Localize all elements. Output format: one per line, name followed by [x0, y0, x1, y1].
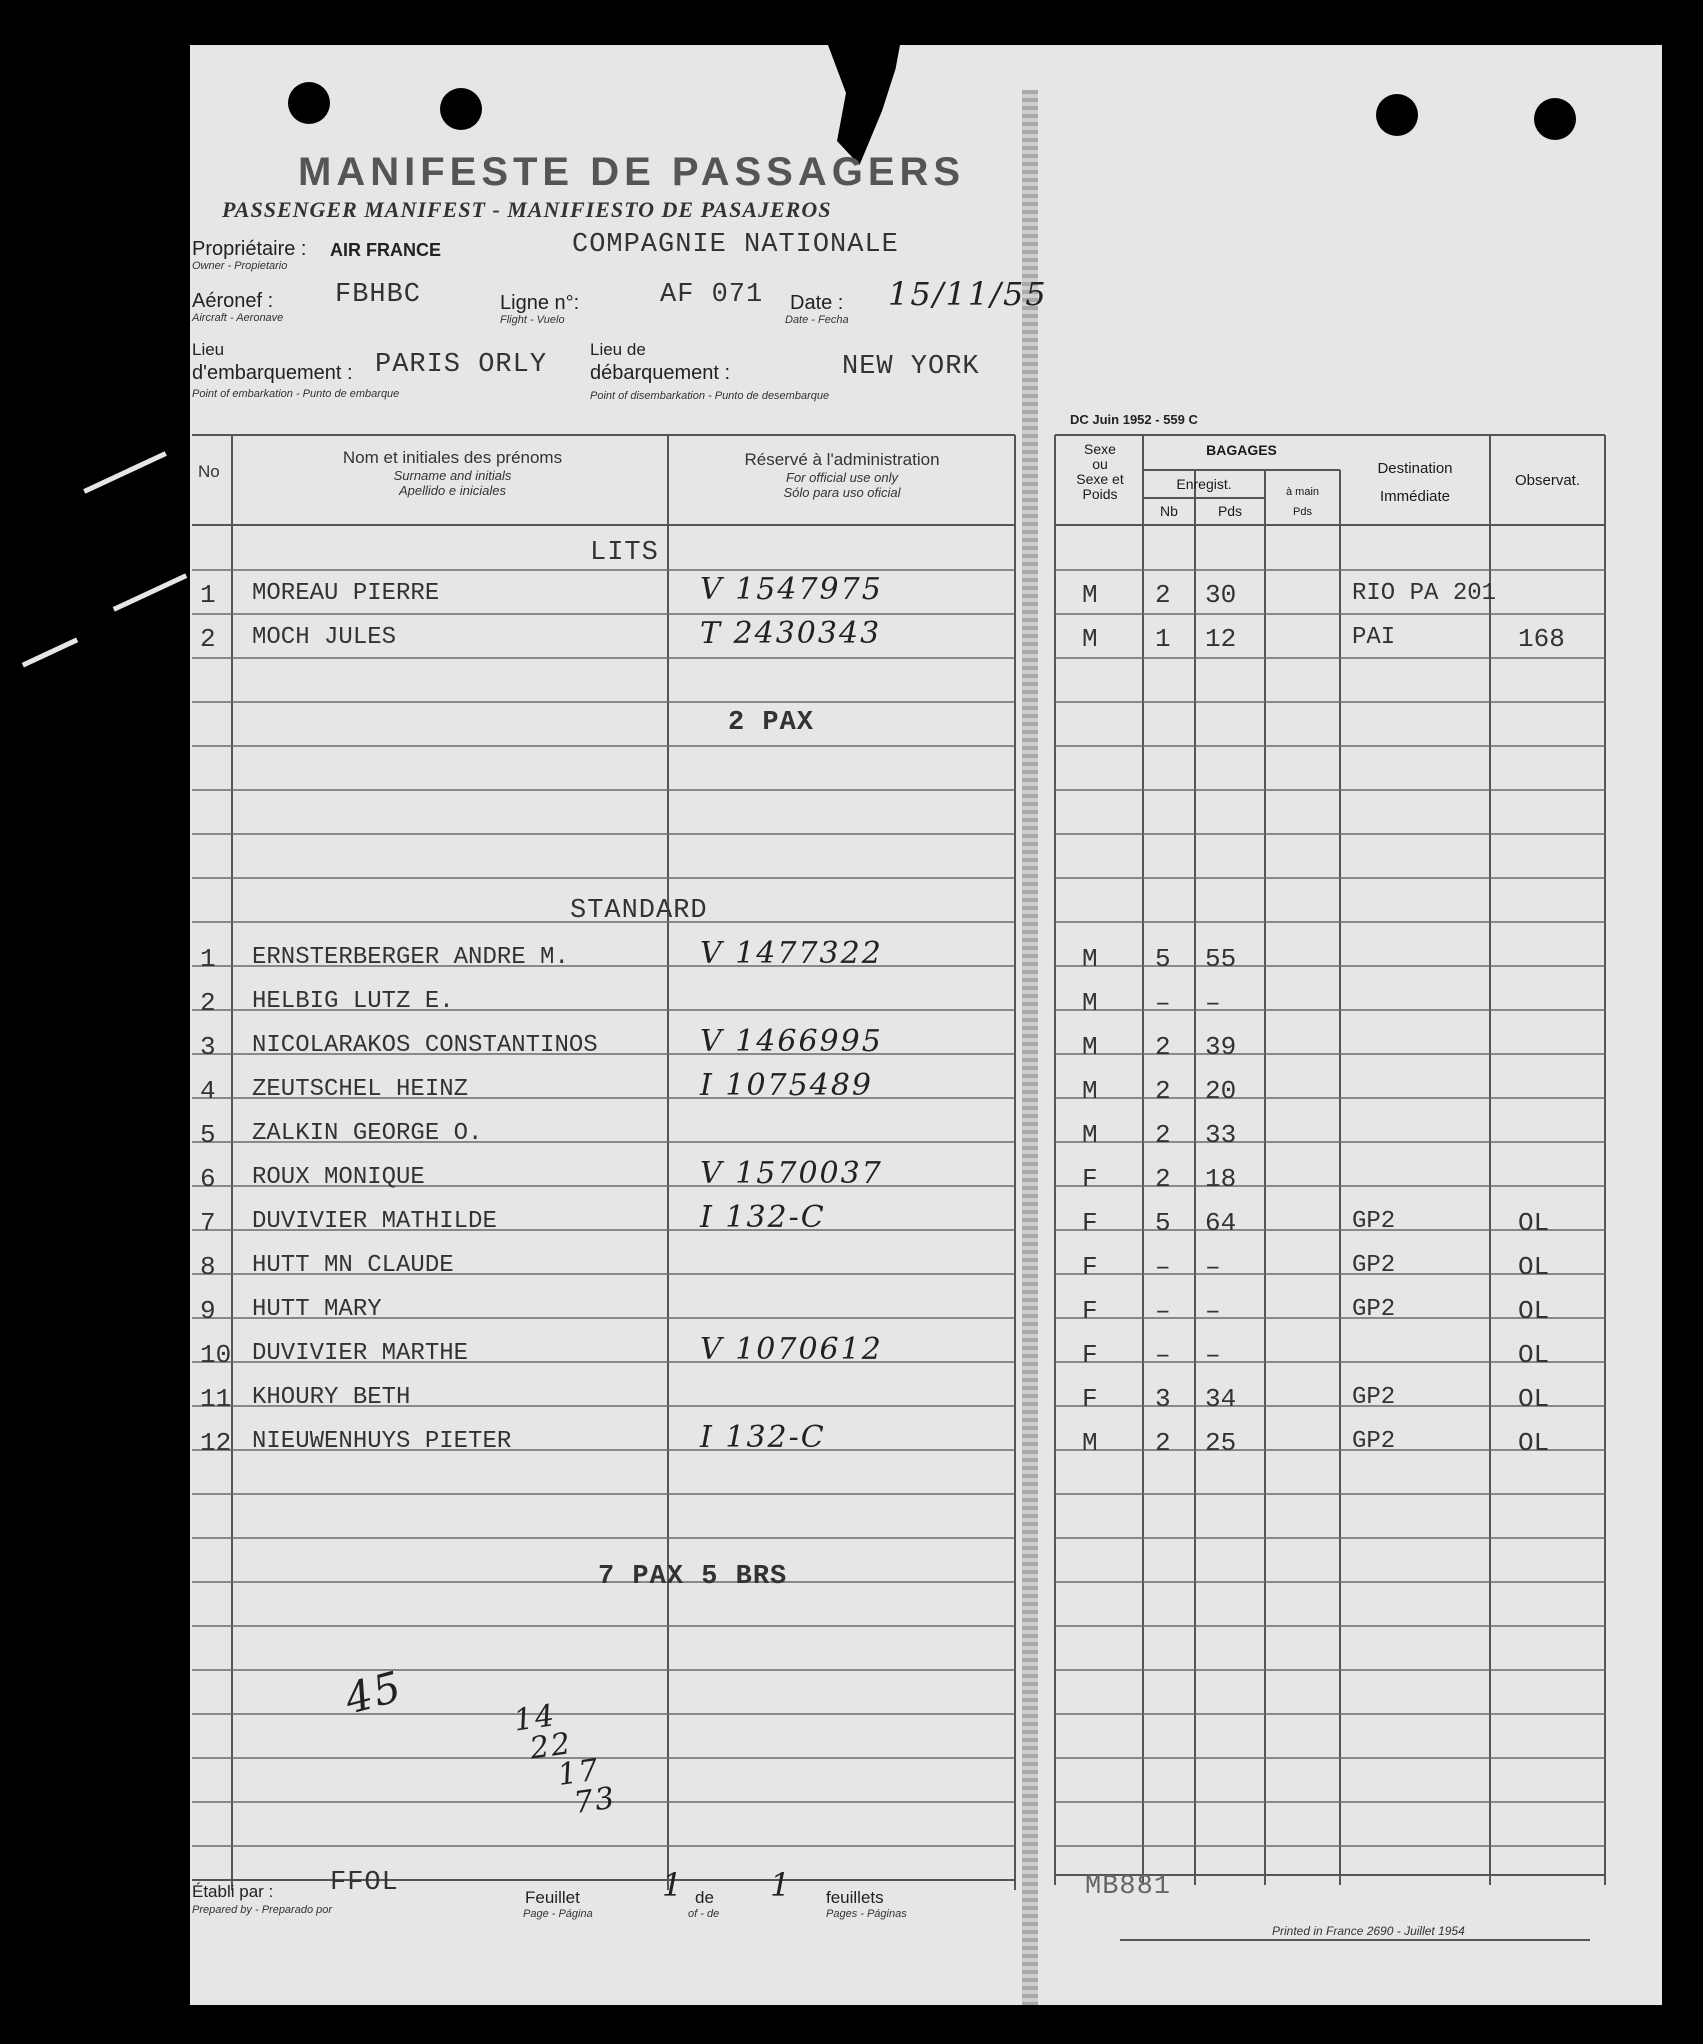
date-label-en: Date - Fecha [785, 314, 849, 326]
row-number: 11 [200, 1384, 232, 1414]
col-hand [1265, 482, 1340, 522]
observation: OL [1518, 1208, 1550, 1238]
col-name-en: Surname and initials [393, 468, 512, 483]
baggage-weight: 20 [1205, 1076, 1237, 1106]
passenger-sex: F [1082, 1208, 1098, 1238]
baggage-count: 5 [1155, 944, 1171, 974]
disembark-label-en: Point of disembarkation - Punto de desembarque [590, 390, 830, 402]
flight-value: AF 071 [660, 280, 764, 310]
col-sex-1: Sexe [1084, 441, 1116, 457]
baggage-count: 2 [1155, 1076, 1171, 1106]
disembark-label-2: débarquement : [590, 362, 731, 384]
baggage-count: 2 [1155, 1164, 1171, 1194]
passenger-sex: M [1082, 944, 1098, 974]
col-obs: Observat. [1514, 472, 1581, 489]
row-number: 7 [200, 1208, 216, 1238]
row-number: 8 [200, 1252, 216, 1282]
baggage-count: 3 [1155, 1384, 1171, 1414]
col-hand-2: Pds [1293, 506, 1312, 518]
manifest-subtitle: PASSENGER MANIFEST - MANIFIESTO DE PASAJEROS [222, 197, 832, 222]
date-label: Date : [790, 292, 844, 314]
admin-ref: V 1570037 [700, 1156, 883, 1191]
tally-line: 17 [555, 1752, 603, 1793]
flight-label: Ligne n°: [500, 292, 580, 314]
col-sex-2: ou [1092, 456, 1108, 472]
observation: 168 [1518, 624, 1565, 654]
sheet-label-en: Page - Página [523, 1908, 593, 1920]
baggage-weight: 64 [1205, 1208, 1237, 1238]
row-number: 4 [200, 1076, 216, 1106]
passenger-sex: M [1082, 1428, 1098, 1458]
passenger-sex: F [1082, 1252, 1098, 1282]
aircraft-label-en: Aircraft - Aeronave [192, 312, 284, 324]
observation: OL [1518, 1296, 1550, 1326]
col-hand-1: à main [1285, 486, 1320, 498]
passenger-name: NICOLARAKOS CONSTANTINOS [252, 1032, 598, 1059]
embark-label-en: Point of embarkation - Punto de embarque [192, 388, 400, 400]
col-name [240, 448, 665, 498]
col-registered: Enregist. [1176, 476, 1232, 492]
col-dest-2: Immédiate [1379, 488, 1451, 505]
baggage-weight: 33 [1205, 1120, 1237, 1150]
col-admin-fr: Réservé à l'administration [744, 450, 940, 469]
of-label: de [695, 1888, 714, 1907]
tally-note [512, 1694, 618, 1825]
note-45: 45 [339, 1661, 408, 1724]
embark-label-1: Lieu [192, 340, 225, 359]
date-value: 15/11/55 [888, 275, 1048, 313]
ref-code: MB881 [1085, 1872, 1172, 1902]
owner-value: AIR FRANCE [330, 240, 441, 260]
tally-line: 14 [511, 1698, 559, 1739]
col-admin-en: For official use only [786, 470, 898, 485]
destination: GP2 [1352, 1208, 1396, 1235]
passenger-sex: M [1082, 580, 1098, 610]
passenger-sex: M [1082, 1076, 1098, 1106]
row-number: 1 [200, 580, 216, 610]
prepared-value: FFOL [330, 1868, 399, 1898]
owner-extra: COMPAGNIE NATIONALE [572, 230, 899, 260]
printed-note: Printed in France 2690 - Juillet 1954 [1272, 1924, 1465, 1938]
passenger-sex: M [1082, 624, 1098, 654]
embark-value: PARIS ORLY [375, 350, 548, 380]
lits-label: LITS [590, 538, 659, 568]
owner-label: Propriétaire : [192, 238, 307, 260]
admin-ref: V 1466995 [700, 1024, 883, 1059]
owner-label-en: Owner - Propietario [192, 260, 288, 272]
baggage-count: – [1155, 1296, 1171, 1326]
embark-label-2: d'embarquement : [192, 362, 353, 384]
col-sex [1058, 442, 1142, 502]
row-number: 1 [200, 944, 216, 974]
baggage-count: 1 [1155, 624, 1171, 654]
observation: OL [1518, 1340, 1550, 1370]
flight-label-en: Flight - Vuelo [500, 314, 565, 326]
col-name-fr: Nom et initiales des prénoms [342, 448, 563, 467]
col-dest-1: Destination [1377, 460, 1453, 477]
sheet-label: Feuillet [525, 1888, 580, 1907]
standard-label: STANDARD [570, 896, 708, 926]
passenger-name: DUVIVIER MATHILDE [252, 1208, 497, 1235]
lits-total: 2 PAX [728, 708, 815, 738]
passenger-name: KHOURY BETH [252, 1384, 411, 1411]
admin-ref: V 1070612 [700, 1332, 883, 1367]
sheets-label: feuillets [826, 1888, 884, 1907]
baggage-weight: 30 [1205, 580, 1237, 610]
of-label-en: of - de [688, 1908, 720, 1920]
baggage-count: 2 [1155, 1032, 1171, 1062]
col-admin [672, 450, 1012, 500]
baggage-weight: 25 [1205, 1428, 1237, 1458]
col-name-es: Apellido e iniciales [399, 483, 506, 498]
destination: GP2 [1352, 1252, 1396, 1279]
observation: OL [1518, 1428, 1550, 1458]
passenger-name: HELBIG LUTZ E. [252, 988, 454, 1015]
admin-ref: V 1547975 [700, 572, 883, 607]
baggage-count: 2 [1155, 580, 1171, 610]
observation: OL [1518, 1252, 1550, 1282]
col-no: No [198, 462, 220, 481]
prepared-label: Établi par : [192, 1882, 274, 1901]
tally-line: 73 [571, 1780, 619, 1821]
sheets-label-en: Pages - Páginas [826, 1908, 907, 1920]
passenger-name: ERNSTERBERGER ANDRE M. [252, 944, 569, 971]
passenger-sex: F [1082, 1296, 1098, 1326]
observation: OL [1518, 1384, 1550, 1414]
passenger-sex: M [1082, 988, 1098, 1018]
baggage-weight: 39 [1205, 1032, 1237, 1062]
col-admin-es: Sólo para uso oficial [783, 485, 901, 500]
prepared-label-en: Prepared by - Preparado por [192, 1904, 333, 1916]
admin-ref: I 132-C [700, 1200, 826, 1235]
row-number: 6 [200, 1164, 216, 1194]
baggage-weight: – [1205, 1296, 1221, 1326]
baggage-weight: – [1205, 988, 1221, 1018]
disembark-label-1: Lieu de [590, 340, 646, 359]
baggage-count: 2 [1155, 1120, 1171, 1150]
manifest-title: MANIFESTE DE PASSAGERS [298, 150, 966, 194]
passenger-name: ZEUTSCHEL HEINZ [252, 1076, 469, 1103]
col-baggage: BAGAGES [1206, 442, 1277, 458]
passenger-name: NIEUWENHUYS PIETER [252, 1428, 512, 1455]
baggage-weight: 12 [1205, 624, 1237, 654]
col-sex-4: Poids [1082, 486, 1118, 502]
passenger-sex: F [1082, 1384, 1098, 1414]
passenger-sex: M [1082, 1120, 1098, 1150]
standard-total: 7 PAX 5 BRS [598, 1562, 788, 1592]
col-dest [1340, 455, 1490, 511]
passenger-name: DUVIVIER MARTHE [252, 1340, 469, 1367]
admin-ref: V 1477322 [700, 936, 883, 971]
admin-ref: T 2430343 [700, 616, 882, 651]
disembark-value: NEW YORK [842, 352, 980, 382]
baggage-weight: 34 [1205, 1384, 1237, 1414]
col-pds: Pds [1217, 503, 1243, 519]
row-number: 3 [200, 1032, 216, 1062]
passenger-sex: F [1082, 1164, 1098, 1194]
col-nb: Nb [1160, 503, 1178, 519]
tally-line: 22 [527, 1726, 575, 1767]
destination: GP2 [1352, 1296, 1396, 1323]
total-sheets-value: 1 [770, 1866, 793, 1904]
destination: RIO PA 201 [1352, 580, 1497, 607]
baggage-count: 5 [1155, 1208, 1171, 1238]
passenger-name: HUTT MN CLAUDE [252, 1252, 454, 1279]
passenger-name: MOREAU PIERRE [252, 580, 440, 607]
aircraft-value: FBHBC [335, 280, 422, 310]
row-number: 2 [200, 624, 216, 654]
passenger-name: ROUX MONIQUE [252, 1164, 425, 1191]
passenger-name: ZALKIN GEORGE O. [252, 1120, 483, 1147]
destination: GP2 [1352, 1428, 1396, 1455]
baggage-count: 2 [1155, 1428, 1171, 1458]
baggage-weight: 18 [1205, 1164, 1237, 1194]
baggage-weight: – [1205, 1340, 1221, 1370]
baggage-count: – [1155, 988, 1171, 1018]
passenger-name: HUTT MARY [252, 1296, 382, 1323]
passenger-sex: F [1082, 1340, 1098, 1370]
baggage-weight: 55 [1205, 944, 1237, 974]
destination: GP2 [1352, 1384, 1396, 1411]
passenger-name: MOCH JULES [252, 624, 397, 651]
passenger-sex: M [1082, 1032, 1098, 1062]
row-number: 10 [200, 1340, 232, 1370]
row-number: 9 [200, 1296, 216, 1326]
row-number: 2 [200, 988, 216, 1018]
col-sex-3: Sexe et [1076, 471, 1124, 487]
sheet-value: 1 [662, 1866, 685, 1904]
destination: PAI [1352, 624, 1396, 651]
form-ref: DC Juin 1952 - 559 C [1070, 412, 1198, 427]
baggage-weight: – [1205, 1252, 1221, 1282]
row-number: 12 [200, 1428, 232, 1458]
aircraft-label: Aéronef : [192, 290, 274, 312]
baggage-count: – [1155, 1340, 1171, 1370]
baggage-count: – [1155, 1252, 1171, 1282]
row-number: 5 [200, 1120, 216, 1150]
admin-ref: I 132-C [700, 1420, 826, 1455]
admin-ref: I 1075489 [700, 1068, 873, 1103]
